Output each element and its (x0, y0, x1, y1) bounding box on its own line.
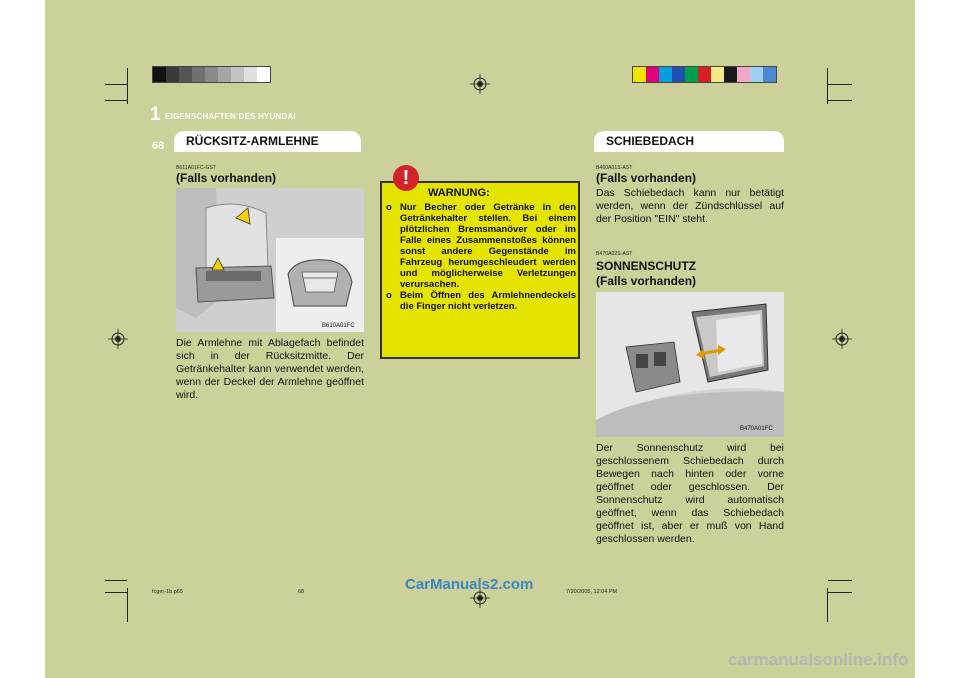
crop-mark (828, 580, 852, 581)
crop-mark (127, 588, 128, 622)
watermark-link[interactable]: CarManuals2.com (405, 576, 534, 593)
color-swatch (205, 67, 218, 82)
registration-mark-icon (108, 329, 128, 349)
crop-mark (828, 84, 852, 85)
section-tab-left (174, 131, 361, 152)
color-swatch (153, 67, 166, 82)
color-calibration-bar (632, 66, 777, 83)
warning-box (380, 181, 580, 359)
footer-date: 7/20/2005, 12:04 PM (566, 589, 618, 595)
sunshade-illustration-icon (596, 292, 784, 437)
grayscale-calibration-bar (152, 66, 271, 83)
subheading: (Falls vorhanden) (596, 274, 697, 288)
color-swatch (698, 67, 711, 82)
reference-code: B470A02S-AST (596, 251, 633, 257)
section-title: SCHIEBEDACH (606, 134, 695, 148)
photo-caption: B610A01FC (322, 323, 355, 329)
warning-item (386, 290, 576, 312)
sunshade-description: Der Sonnenschutz wird bei geschlossenem Schiebedach durch Bewegen nach hinten oder vorne geöffnet oder geschlossen. Der Sonnenschutz wird automatisch geöffnet, wenn das Schiebedach geöffnet ist, aber er muß von Hand geschlossen werden. (596, 442, 784, 545)
reference-code: B460A01S-AST (596, 165, 633, 171)
crop-mark (827, 588, 828, 622)
crop-mark (828, 592, 852, 593)
watermark-link[interactable]: carmanualsonline.info (728, 650, 909, 669)
sunroof-description: Das Schiebedach kann nur betätigt werden, wenn der Zündschlüssel auf der Position "EIN" steht. (596, 187, 784, 225)
reference-code: B611A01FC-GST (176, 165, 217, 171)
crop-mark (828, 100, 852, 101)
color-swatch (685, 67, 698, 82)
subheading: SONNENSCHUTZ (596, 259, 697, 273)
chapter-title: EIGENSCHAFTEN DES HYUNDAI (165, 112, 296, 121)
color-swatch (257, 67, 270, 82)
section-tab-right (594, 131, 784, 152)
warning-item (386, 202, 576, 290)
color-swatch (218, 67, 231, 82)
warning-text: Nur Becher oder Getränke in den Getränkehalter stellen. Bei einem plötzlichen Bremsmanöver oder im Falle eines Zusammenstoßes können sonst andere Gegenstände im Fahrzeug herumgeschleudert werden und möglicherweise Verletzungen verursachen. (400, 202, 576, 290)
crop-mark (105, 84, 127, 85)
sunshade-photo (596, 292, 784, 437)
color-swatch (244, 67, 257, 82)
registration-mark-icon (832, 329, 852, 349)
registration-mark-icon (470, 74, 490, 94)
color-swatch (659, 67, 672, 82)
crop-mark (105, 592, 127, 593)
crop-mark (105, 580, 127, 581)
photo-caption: B470A01FC (740, 426, 773, 432)
page-number: 68 (152, 140, 165, 152)
warning-title: WARNUNG: (428, 187, 490, 199)
warning-icon: ! (393, 165, 419, 191)
crop-mark (827, 68, 828, 104)
crop-mark (127, 68, 128, 104)
section-title: RÜCKSITZ-ARMLEHNE (186, 134, 319, 148)
color-swatch (724, 67, 737, 82)
chapter-number: 1 (150, 104, 161, 125)
color-swatch (737, 67, 750, 82)
subheading: (Falls vorhanden) (176, 171, 277, 185)
color-swatch (672, 67, 685, 82)
footer-page: 68 (298, 589, 305, 595)
armrest-description: Die Armlehne mit Ablagefach befindet sich in der Rücksitzmitte. Der Getränkehalter kann verwendet werden, wenn der Deckel der Armlehne geöffnet wird. (176, 337, 364, 401)
armrest-illustration-icon (176, 188, 364, 332)
color-swatch (231, 67, 244, 82)
color-swatch (192, 67, 205, 82)
color-swatch (763, 67, 776, 82)
color-swatch (646, 67, 659, 82)
bullet: o (386, 290, 392, 301)
warning-list (386, 202, 576, 312)
color-swatch (711, 67, 724, 82)
footer-file: fcger-1b.p65 (152, 589, 183, 595)
bullet: o (386, 202, 392, 213)
color-swatch (633, 67, 646, 82)
crop-mark (105, 100, 127, 101)
color-swatch (750, 67, 763, 82)
color-swatch (179, 67, 192, 82)
armrest-photo (176, 188, 364, 332)
subheading: (Falls vorhanden) (596, 171, 697, 185)
color-swatch (166, 67, 179, 82)
warning-text: Beim Öffnen des Armlehnendeckels die Finger nicht verletzen. (400, 290, 576, 312)
